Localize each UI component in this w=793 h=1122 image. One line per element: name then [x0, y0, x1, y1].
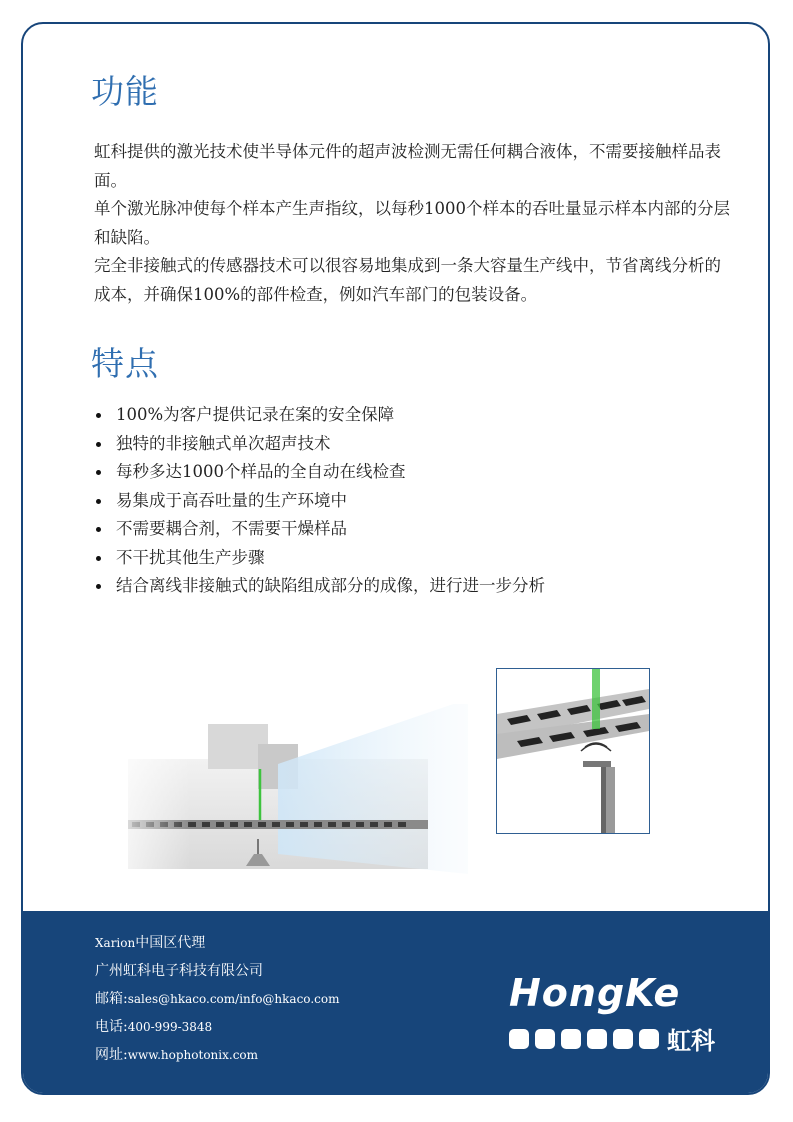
bullet-icon [96, 584, 101, 589]
feature-item [94, 515, 545, 544]
bullet-icon [96, 556, 101, 561]
phone-value: 400-999-3848 [127, 1020, 213, 1034]
feature-text: 易集成于高吞吐量的生产环境中 [116, 490, 347, 510]
feature-item [94, 487, 545, 516]
feature-item [94, 430, 545, 459]
agent-line [95, 929, 339, 957]
inspection-system-illustration [98, 704, 468, 899]
logo-dot-icon [561, 1029, 581, 1049]
agent-brand: Xarion [95, 936, 136, 950]
bullet-icon [96, 499, 101, 504]
feature-item [94, 401, 545, 430]
phone-label: 电话: [95, 1019, 128, 1035]
phone-line [95, 1013, 339, 1041]
logo-dot-icon [587, 1029, 607, 1049]
footer [23, 911, 768, 1095]
sensor-closeup-illustration [496, 668, 650, 834]
feature-text: 不需要耦合剂，不需要干燥样品 [116, 519, 347, 538]
web-line [95, 1041, 339, 1069]
web-label: 网址: [95, 1047, 128, 1063]
logo-dot-icon [613, 1029, 633, 1049]
feature-text: 结合离线非接触式的缺陷组成部分的成像，进行进一步分析 [116, 576, 545, 595]
logo-dot-icon [639, 1029, 659, 1049]
logo-mark [509, 1021, 715, 1056]
functions-heading: 功能 [91, 72, 159, 111]
feature-item [94, 458, 545, 487]
feature-item [94, 544, 545, 573]
feature-item [94, 572, 545, 601]
functions-paragraph: 单个激光脉冲使每个样本产生声指纹，以每秒1000个样本的吞吐量显示样本内部的分层和缺陷。 [94, 199, 730, 247]
functions-paragraph: 完全非接触式的传感器技术可以很容易地集成到一条大容量生产线中，节省离线分析的成本，并确保100%的部件检查，例如汽车部门的包装设备。 [94, 256, 721, 304]
logo-dot-icon [509, 1029, 529, 1049]
bullet-icon [96, 527, 101, 532]
email-value[interactable]: sales@hkaco.com/info@hkaco.com [127, 992, 340, 1006]
hongke-logo [509, 971, 729, 1055]
email-label: 邮箱: [95, 991, 128, 1007]
feature-text: 独特的非接触式单次超声技术 [116, 433, 331, 453]
logo-wordmark: HongKe [509, 971, 681, 1015]
bullet-icon [96, 470, 101, 475]
logo-chinese-name: 虹科 [667, 1027, 715, 1055]
page-card [21, 22, 770, 1095]
logo-dot-icon [535, 1029, 555, 1049]
feature-text: 每秒多达1000个样品的全自动在线检查 [116, 462, 406, 481]
features-heading: 特点 [91, 344, 159, 383]
email-line [95, 985, 339, 1013]
functions-paragraph: 虹科提供的激光技术使半导体元件的超声波检测无需任何耦合液体，不需要接触样品表面。 [94, 142, 721, 190]
bullet-icon [96, 442, 101, 447]
functions-body [94, 138, 734, 309]
contact-info [95, 929, 339, 1069]
feature-text: 不干扰其他生产步骤 [116, 547, 265, 567]
bullet-icon [96, 413, 101, 418]
features-list [94, 401, 545, 601]
agent-label: 中国区代理 [135, 935, 206, 951]
feature-text: 100%为客户提供记录在案的安全保障 [116, 405, 395, 424]
web-value[interactable]: www.hophotonix.com [127, 1048, 259, 1062]
company-name: 广州虹科电子科技有限公司 [95, 963, 263, 979]
